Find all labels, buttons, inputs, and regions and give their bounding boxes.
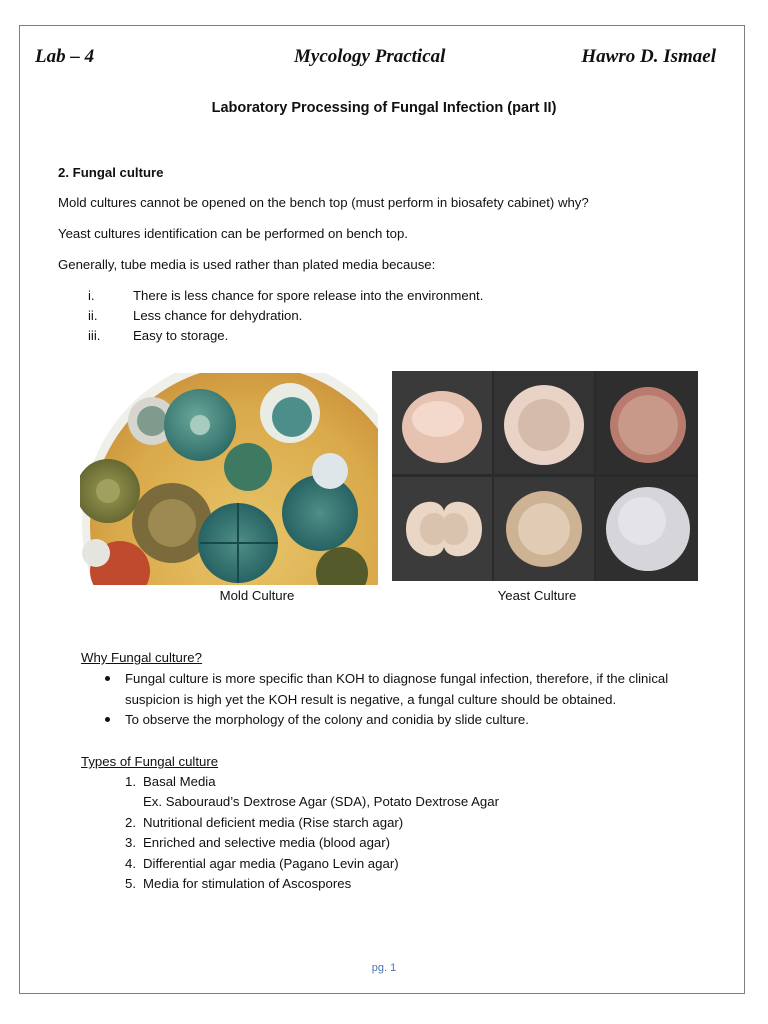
reason-marker: iii. [88,328,101,343]
types-item-marker: 4. [125,856,136,871]
types-item-text: Media for stimulation of Ascospores [143,876,352,891]
paragraph-mold: Mold cultures cannot be opened on the bench top (must perform in biosafety cabinet) why? [58,195,589,210]
types-item-marker: 5. [125,876,136,891]
types-item-text: Nutritional deficient media (Rise starch agar) [143,815,404,830]
reason-text: Easy to storage. [133,328,229,343]
why-heading: Why Fungal culture? [81,650,202,665]
page-header [35,46,716,72]
bullet-icon [105,676,110,681]
why-bullet-1-line-1: Fungal culture is more specific than KOH to diagnose fungal infection, therefore, if the clinical [125,671,669,686]
why-bullet-1-line-2: suspicion is high yet the KOH result is negative, a fungal culture should be obtained. [125,692,617,707]
bullet-icon [105,717,110,722]
types-item-text: Differential agar media (Pagano Levin agar) [143,856,399,871]
types-item-marker: 1. [125,774,136,789]
yeast-culture-image [392,371,698,581]
reason-marker: i. [88,288,95,303]
reason-text: There is less chance for spore release into the environment. [133,288,484,303]
header-course-title: Mycology Practical [294,46,446,67]
header-author: Hawro D. Ismael [581,46,716,67]
reason-text: Less chance for dehydration. [133,308,303,323]
types-heading: Types of Fungal culture [81,754,219,769]
why-bullet-2: To observe the morphology of the colony and conidia by slide culture. [125,712,529,727]
types-item-example: Ex. Sabouraud’s Dextrose Agar (SDA), Potato Dextrose Agar [143,794,499,809]
section-heading: 2. Fungal culture [58,165,164,180]
page-number: pg. 1 [371,962,397,974]
mold-culture-caption: Mold Culture [219,588,295,603]
types-item-marker: 3. [125,835,136,850]
yeast-culture-caption: Yeast Culture [497,588,577,603]
mold-culture-image [80,373,378,585]
document-title: Laboratory Processing of Fungal Infection (part II) [211,100,557,116]
paragraph-yeast: Yeast cultures identification can be performed on bench top. [58,226,408,241]
paragraph-tube-media: Generally, tube media is used rather than plated media because: [58,257,436,272]
types-item-text: Basal Media [143,774,216,789]
types-item-marker: 2. [125,815,136,830]
reason-marker: ii. [88,308,98,323]
header-lab-number: Lab – 4 [35,46,95,67]
types-item-text: Enriched and selective media (blood agar) [143,835,391,850]
